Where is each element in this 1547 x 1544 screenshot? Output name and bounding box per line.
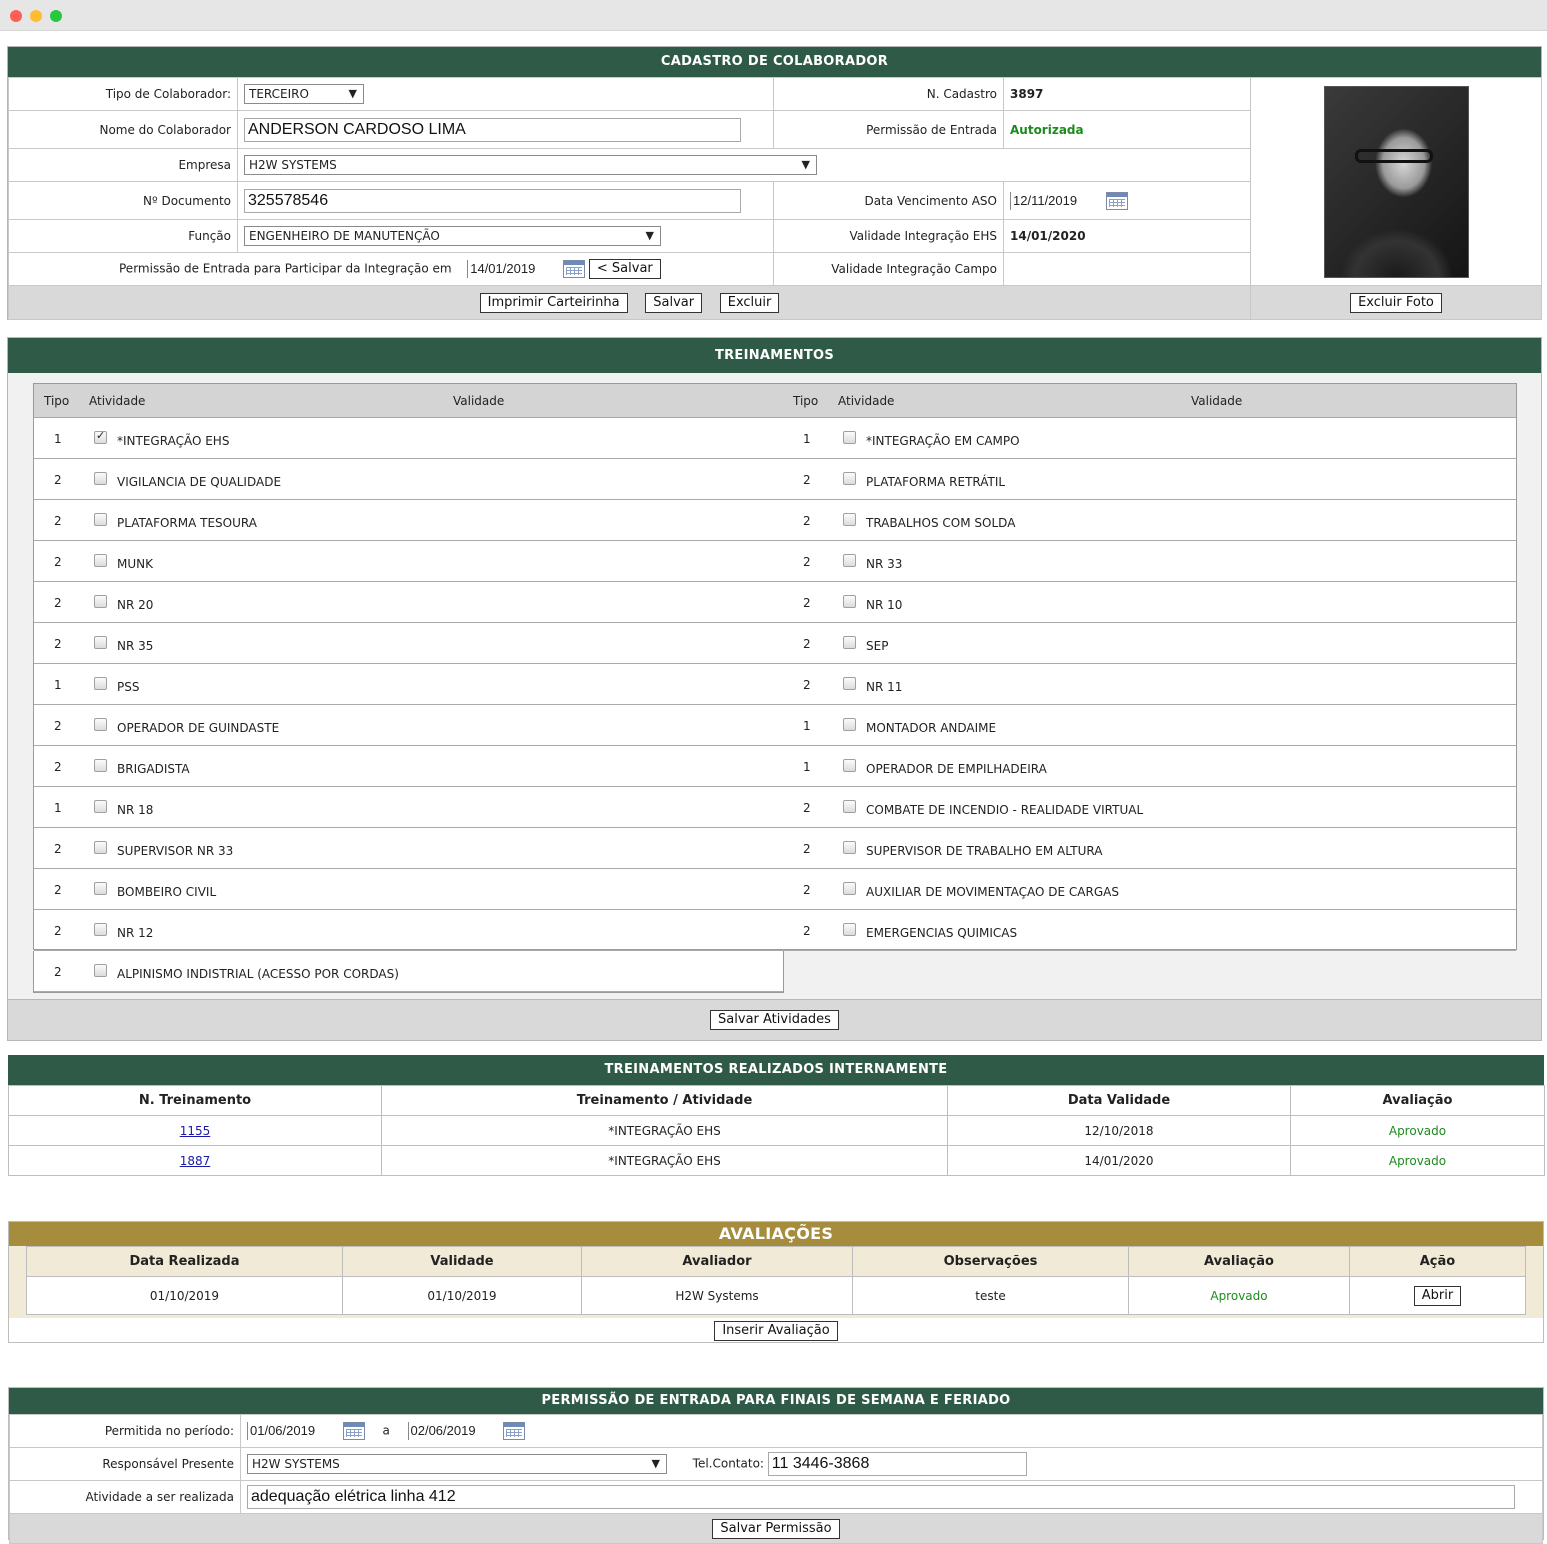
nome-label: Nome do Colaborador — [9, 111, 238, 149]
col-atividade: Atividade — [89, 394, 146, 408]
col-atividade: Atividade — [838, 394, 895, 408]
training-row — [783, 418, 1516, 459]
treinamento-link[interactable]: 1887 — [179, 1153, 211, 1168]
training-checkbox[interactable] — [843, 923, 856, 936]
training-row — [783, 459, 1516, 500]
training-row — [783, 623, 1516, 664]
treinamentos-footer — [8, 999, 1541, 1040]
header-data-realizada: Data Realizada — [27, 1247, 343, 1277]
training-tipo: 2 — [803, 924, 811, 938]
salvar-permissao-button[interactable]: Salvar Permissão — [712, 1519, 839, 1539]
calendar-icon[interactable] — [563, 260, 585, 278]
window-titlebar — [0, 0, 1547, 31]
training-atividade: OPERADOR DE EMPILHADEIRA — [866, 762, 1047, 776]
cadastro-form — [8, 77, 1542, 320]
training-atividade: OPERADOR DE GUINDASTE — [117, 721, 280, 735]
salvar-button[interactable]: Salvar — [645, 293, 702, 313]
inserir-avaliacao-button[interactable]: Inserir Avaliação — [714, 1321, 837, 1341]
avaliacao-observacoes: teste — [853, 1277, 1129, 1315]
training-row — [783, 705, 1516, 746]
training-tipo: 2 — [54, 760, 62, 774]
header-treinamento-atividade: Treinamento / Atividade — [382, 1086, 948, 1116]
training-tipo: 1 — [803, 760, 811, 774]
permissao-form — [9, 1414, 1543, 1544]
abrir-button[interactable]: Abrir — [1414, 1286, 1461, 1306]
training-tipo: 2 — [54, 596, 62, 610]
training-checkbox[interactable] — [843, 636, 856, 649]
permissao-panel — [8, 1387, 1544, 1540]
training-row — [783, 500, 1516, 541]
training-atividade: NR 10 — [866, 598, 903, 612]
empresa-label: Empresa — [9, 149, 238, 182]
training-tipo: 2 — [54, 965, 62, 979]
ncadastro-value: 3897 — [1004, 78, 1251, 111]
training-atividade: MONTADOR ANDAIME — [866, 721, 997, 735]
training-atividade: EMERGENCIAS QUIMICAS — [866, 926, 1018, 940]
training-atividade: SEP — [866, 639, 889, 653]
col-validade: Validade — [1191, 394, 1243, 408]
table-row — [9, 1116, 1545, 1146]
training-row — [34, 828, 783, 869]
treinamento-link[interactable]: 1155 — [179, 1123, 211, 1138]
training-atividade: *INTEGRAÇÃO EM CAMPO — [866, 434, 1020, 448]
responsavel-label: Responsável Presente — [10, 1448, 241, 1481]
training-checkbox[interactable] — [94, 882, 107, 895]
periodo-label: Permitida no período: — [10, 1415, 241, 1448]
col-validade: Validade — [453, 394, 505, 408]
training-checkbox[interactable] — [843, 677, 856, 690]
avaliacoes-title: AVALIAÇÕES — [9, 1222, 1543, 1246]
treinamento-atividade: *INTEGRAÇÃO EHS — [382, 1116, 948, 1146]
training-atividade: PSS — [117, 680, 140, 694]
permissao-label: Permissão de Entrada — [774, 111, 1004, 149]
funcao-label: Função — [9, 220, 238, 253]
training-atividade: PLATAFORMA RETRÁTIL — [866, 475, 1006, 489]
training-tipo: 2 — [803, 514, 811, 528]
training-tipo: 1 — [54, 801, 62, 815]
treinamentos-table — [33, 383, 1517, 981]
training-atividade: NR 12 — [117, 926, 154, 940]
treinamento-atividade: *INTEGRAÇÃO EHS — [382, 1146, 948, 1176]
header-validade: Validade — [343, 1247, 582, 1277]
avaliacao-resultado: Aprovado — [1129, 1277, 1350, 1315]
training-tipo: 2 — [803, 678, 811, 692]
treinamento-validade: 12/10/2018 — [948, 1116, 1291, 1146]
training-atividade: VIGILANCIA DE QUALIDADE — [117, 475, 282, 489]
excluir-foto-button[interactable]: Excluir Foto — [1350, 293, 1442, 313]
training-checkbox[interactable] — [843, 841, 856, 854]
calendar-icon[interactable] — [1106, 192, 1128, 210]
training-tipo: 2 — [54, 842, 62, 856]
tipo-select[interactable]: TERCEIRO ▼ — [244, 84, 364, 104]
training-checkbox[interactable] — [94, 800, 107, 813]
close-window-button[interactable] — [10, 10, 22, 22]
training-row — [783, 869, 1516, 910]
training-atividade: NR 33 — [866, 557, 903, 571]
training-checkbox[interactable] — [843, 554, 856, 567]
training-tipo: 2 — [803, 842, 811, 856]
excluir-button[interactable]: Excluir — [720, 293, 780, 313]
avaliacao-data: 01/10/2019 — [27, 1277, 343, 1315]
training-tipo: 2 — [54, 555, 62, 569]
training-row — [34, 869, 783, 910]
training-checkbox[interactable] — [94, 677, 107, 690]
training-checkbox[interactable] — [94, 431, 107, 444]
training-row — [34, 459, 783, 500]
training-tipo: 1 — [803, 432, 811, 446]
nome-input[interactable]: ANDERSON CARDOSO LIMA — [244, 118, 741, 142]
training-tipo: 1 — [803, 719, 811, 733]
calendar-icon[interactable] — [503, 1422, 525, 1440]
training-row — [783, 787, 1516, 828]
training-checkbox[interactable] — [94, 964, 107, 977]
training-tipo: 2 — [54, 719, 62, 733]
header-data-validade: Data Validade — [948, 1086, 1291, 1116]
training-atividade: PLATAFORMA TESOURA — [117, 516, 257, 530]
training-tipo: 2 — [803, 801, 811, 815]
campo-value — [1004, 253, 1251, 286]
training-checkbox[interactable] — [843, 882, 856, 895]
training-checkbox[interactable] — [94, 595, 107, 608]
training-row — [783, 828, 1516, 869]
header-avaliacao: Avaliação — [1291, 1086, 1545, 1116]
internos-title: TREINAMENTOS REALIZADOS INTERNAMENTE — [8, 1055, 1544, 1085]
salvar-atividades-button[interactable]: Salvar Atividades — [710, 1010, 839, 1030]
training-checkbox[interactable] — [94, 841, 107, 854]
training-row — [783, 910, 1516, 951]
training-atividade: SUPERVISOR DE TRABALHO EM ALTURA — [866, 844, 1103, 858]
imprimir-carteirinha-button[interactable]: Imprimir Carteirinha — [480, 293, 628, 313]
documento-input[interactable]: 325578546 — [244, 189, 741, 213]
calendar-icon[interactable] — [343, 1422, 365, 1440]
training-row — [34, 664, 783, 705]
permissao-title: PERMISSÃO DE ENTRADA PARA FINAIS DE SEMANA E FERIADO — [9, 1388, 1543, 1414]
treinamentos-header — [34, 384, 1516, 418]
training-row — [34, 746, 783, 787]
tipo-label: Tipo de Colaborador: — [9, 78, 238, 111]
training-atividade: ALPINISMO INDISTRIAL (ACESSO POR CORDAS) — [117, 967, 399, 981]
training-tipo: 2 — [803, 555, 811, 569]
training-tipo: 2 — [803, 637, 811, 651]
training-atividade: NR 18 — [117, 803, 154, 817]
training-checkbox[interactable] — [843, 718, 856, 731]
training-row — [34, 500, 783, 541]
training-atividade: NR 11 — [866, 680, 903, 694]
aso-date-input[interactable]: 12/11/2019 — [1010, 192, 1102, 210]
training-tipo: 2 — [54, 637, 62, 651]
training-checkbox[interactable] — [843, 431, 856, 444]
training-atividade: *INTEGRAÇÃO EHS — [117, 434, 230, 448]
training-checkbox[interactable] — [843, 800, 856, 813]
tel-label: Tel.Contato: — [692, 1456, 764, 1471]
training-row — [34, 541, 783, 582]
treinamentos-panel — [7, 337, 1542, 1041]
training-checkbox[interactable] — [843, 595, 856, 608]
training-atividade: SUPERVISOR NR 33 — [117, 844, 234, 858]
training-row — [34, 951, 783, 992]
minimize-window-button[interactable] — [30, 10, 42, 22]
empresa-select[interactable]: H2W SYSTEMS ▼ — [244, 155, 817, 175]
table-row — [27, 1277, 1526, 1315]
chevron-down-icon: ▼ — [645, 229, 654, 242]
periodo-de-input[interactable]: 01/06/2019 — [247, 1422, 339, 1440]
avaliacoes-table — [26, 1246, 1526, 1315]
header-acao: Ação — [1350, 1247, 1526, 1277]
training-atividade: BRIGADISTA — [117, 762, 190, 776]
training-row — [34, 623, 783, 664]
header-avaliador: Avaliador — [582, 1247, 853, 1277]
header-observacoes: Observações — [853, 1247, 1129, 1277]
training-row — [34, 418, 783, 459]
documento-label: Nº Documento — [9, 182, 238, 220]
training-checkbox[interactable] — [843, 759, 856, 772]
training-checkbox[interactable] — [94, 923, 107, 936]
training-tipo: 2 — [54, 514, 62, 528]
training-tipo: 1 — [54, 678, 62, 692]
perm-integracao-date[interactable]: 14/01/2019 — [467, 260, 559, 278]
internos-table — [8, 1085, 1545, 1176]
chevron-down-icon: ▼ — [348, 87, 357, 100]
campo-label: Validade Integração Campo — [774, 253, 1004, 286]
permissao-status: Autorizada — [1004, 111, 1251, 149]
training-tipo: 2 — [54, 924, 62, 938]
cadastro-panel — [7, 46, 1542, 320]
training-row — [34, 910, 783, 951]
treinamentos-title: TREINAMENTOS — [8, 338, 1541, 373]
training-tipo: 2 — [803, 596, 811, 610]
training-atividade: MUNK — [117, 557, 153, 571]
training-tipo: 2 — [54, 473, 62, 487]
responsavel-select[interactable]: H2W SYSTEMS ▼ — [247, 1454, 667, 1474]
ehs-value: 14/01/2020 — [1004, 220, 1251, 253]
training-atividade: NR 20 — [117, 598, 154, 612]
treinamento-avaliacao: Aprovado — [1291, 1146, 1545, 1176]
photo-cell — [1251, 78, 1542, 286]
training-checkbox[interactable] — [94, 636, 107, 649]
training-atividade: NR 35 — [117, 639, 154, 653]
tel-input[interactable]: 11 3446-3868 — [768, 1452, 1027, 1476]
periodo-ate-input[interactable]: 02/06/2019 — [408, 1422, 500, 1440]
training-tipo: 2 — [803, 473, 811, 487]
ehs-label: Validade Integração EHS — [774, 220, 1004, 253]
training-checkbox[interactable] — [94, 718, 107, 731]
avaliacao-avaliador: H2W Systems — [582, 1277, 853, 1315]
training-row — [34, 787, 783, 828]
chevron-down-icon: ▼ — [651, 1457, 660, 1470]
atividade-label: Atividade a ser realizada — [10, 1481, 241, 1514]
training-row — [783, 746, 1516, 787]
ncadastro-label: N. Cadastro — [774, 78, 1004, 111]
periodo-separator: a — [382, 1423, 390, 1438]
training-checkbox[interactable] — [843, 513, 856, 526]
table-row — [9, 1146, 1545, 1176]
training-tipo: 1 — [54, 432, 62, 446]
avaliacoes-panel — [8, 1221, 1544, 1343]
collaborator-photo — [1324, 86, 1469, 278]
training-row — [34, 582, 783, 623]
training-atividade: BOMBEIRO CIVIL — [117, 885, 217, 899]
training-row — [783, 582, 1516, 623]
training-checkbox[interactable] — [94, 472, 107, 485]
chevron-down-icon: ▼ — [801, 158, 810, 171]
maximize-window-button[interactable] — [50, 10, 62, 22]
col-tipo: Tipo — [44, 394, 70, 408]
treinamento-avaliacao: Aprovado — [1291, 1116, 1545, 1146]
internos-panel — [8, 1055, 1544, 1178]
training-tipo: 2 — [803, 883, 811, 897]
atividade-input[interactable]: adequação elétrica linha 412 — [247, 1485, 1515, 1509]
funcao-select[interactable]: ENGENHEIRO DE MANUTENÇÃO ▼ — [244, 226, 661, 246]
col-tipo: Tipo — [793, 394, 819, 408]
perm-integracao-label: Permissão de Entrada para Participar da Integração em — [119, 261, 452, 276]
avaliacao-validade: 01/10/2019 — [343, 1277, 582, 1315]
aso-label: Data Vencimento ASO — [774, 182, 1004, 220]
training-atividade: COMBATE DE INCENDIO - REALIDADE VIRTUAL — [866, 803, 1144, 817]
treinamento-validade: 14/01/2020 — [948, 1146, 1291, 1176]
training-atividade: AUXILIAR DE MOVIMENTAÇAO DE CARGAS — [866, 885, 1119, 899]
training-checkbox[interactable] — [94, 554, 107, 567]
header-n-treinamento: N. Treinamento — [9, 1086, 382, 1116]
training-tipo: 2 — [54, 883, 62, 897]
cadastro-title: CADASTRO DE COLABORADOR — [8, 47, 1541, 77]
training-checkbox[interactable] — [843, 472, 856, 485]
training-row — [783, 664, 1516, 705]
training-row — [783, 541, 1516, 582]
training-checkbox[interactable] — [94, 513, 107, 526]
training-checkbox[interactable] — [94, 759, 107, 772]
salvar-integracao-button[interactable]: < Salvar — [589, 259, 661, 279]
header-avaliacao: Avaliação — [1129, 1247, 1350, 1277]
training-atividade: TRABALHOS COM SOLDA — [866, 516, 1016, 530]
training-row — [34, 705, 783, 746]
